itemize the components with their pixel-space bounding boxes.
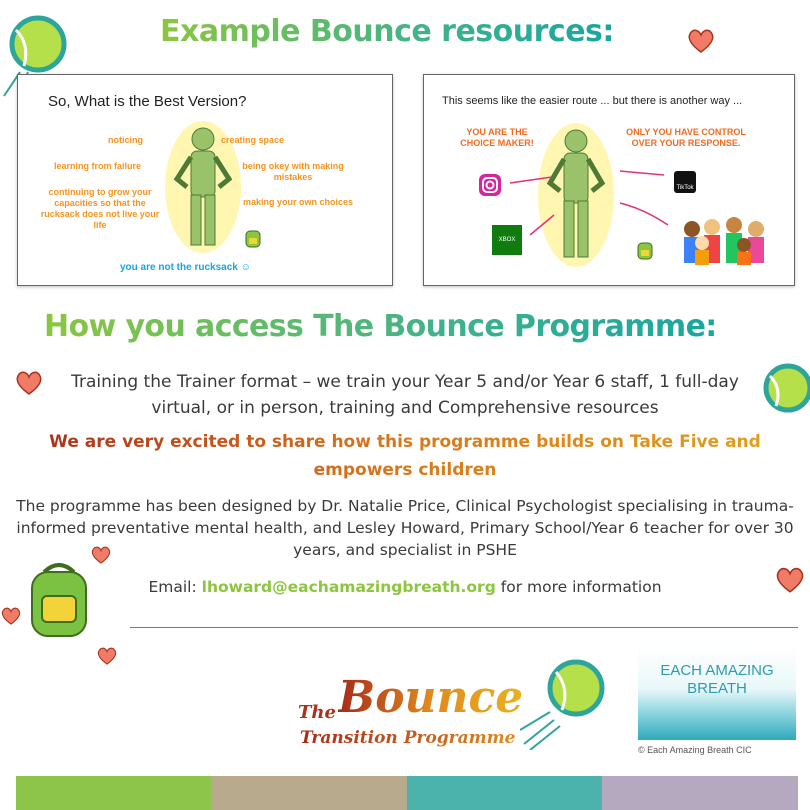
label-learning: learning from failure	[54, 161, 142, 171]
label-control: ONLY YOU HAVE CONTROL OVER YOUR RESPONSE.	[626, 127, 746, 148]
group-of-children-image	[680, 209, 768, 269]
each-amazing-breath-logo: EACH AMAZING BREATH	[638, 648, 796, 740]
instagram-icon	[478, 173, 502, 197]
footer-stripe-tan	[211, 776, 407, 810]
heart-icon	[90, 545, 112, 565]
slide-title: This seems like the easier route ... but there is another way ...	[442, 95, 743, 107]
footer-stripe-teal	[407, 776, 602, 810]
rucksack-icon	[636, 239, 654, 261]
email-link[interactable]: lhoward@eachamazingbreath.org	[201, 578, 496, 596]
footer-stripe-lilac	[602, 776, 798, 810]
tiktok-icon: TikTok	[674, 171, 696, 193]
tennis-ball-icon	[520, 654, 610, 750]
heading-access: How you access The Bounce Programme:	[44, 309, 717, 344]
label-okay-mistakes: being okey with making mistakes	[242, 161, 344, 182]
email-line: Email: lhoward@eachamazingbreath.org for more information	[148, 578, 662, 596]
label-noticing: noticing	[108, 135, 143, 145]
heart-icon	[0, 606, 22, 626]
label-creating-space: creating space	[221, 135, 285, 145]
excited-text: We are very excited to share how this programme builds on Take Five and empowers children	[0, 428, 810, 484]
slide-title: So, What is the Best Version?	[48, 93, 247, 110]
heart-icon	[686, 28, 716, 54]
label-choice-maker: YOU ARE THE CHOICE MAKER!	[460, 127, 534, 148]
divider	[130, 627, 798, 628]
training-text: Training the Trainer format – we train your Year 5 and/or Year 6 staff, 1 full-day virtual, or in person, training and Comprehensive resources	[71, 372, 739, 418]
designed-text: The programme has been designed by Dr. Natalie Price, Clinical Psychologist specialising in trauma-informed preventative mental health, and Lesley Howard, Primary School/Year 6 teacher for over 30 years, and specialist in PSHE	[16, 497, 794, 559]
label-not-rucksack: you are not the rucksack ☺	[120, 262, 251, 273]
heart-icon	[96, 646, 118, 666]
copyright-text: © Each Amazing Breath CIC	[638, 745, 752, 755]
footer-stripe-green	[16, 776, 211, 810]
resource-slide-choice	[423, 74, 795, 286]
resource-slide-best-version	[17, 74, 393, 286]
label-own-choices: making your own choices	[243, 197, 354, 207]
label-continuing: continuing to grow your capacities so that the rucksack does not live your life	[40, 187, 160, 230]
heading-resources: Example Bounce resources:	[160, 14, 614, 49]
xbox-icon: XBOX	[492, 225, 522, 255]
rucksack-icon	[26, 562, 92, 642]
bounce-logo: The Bounce Transition Programme	[298, 672, 524, 748]
rucksack-icon	[244, 227, 262, 249]
